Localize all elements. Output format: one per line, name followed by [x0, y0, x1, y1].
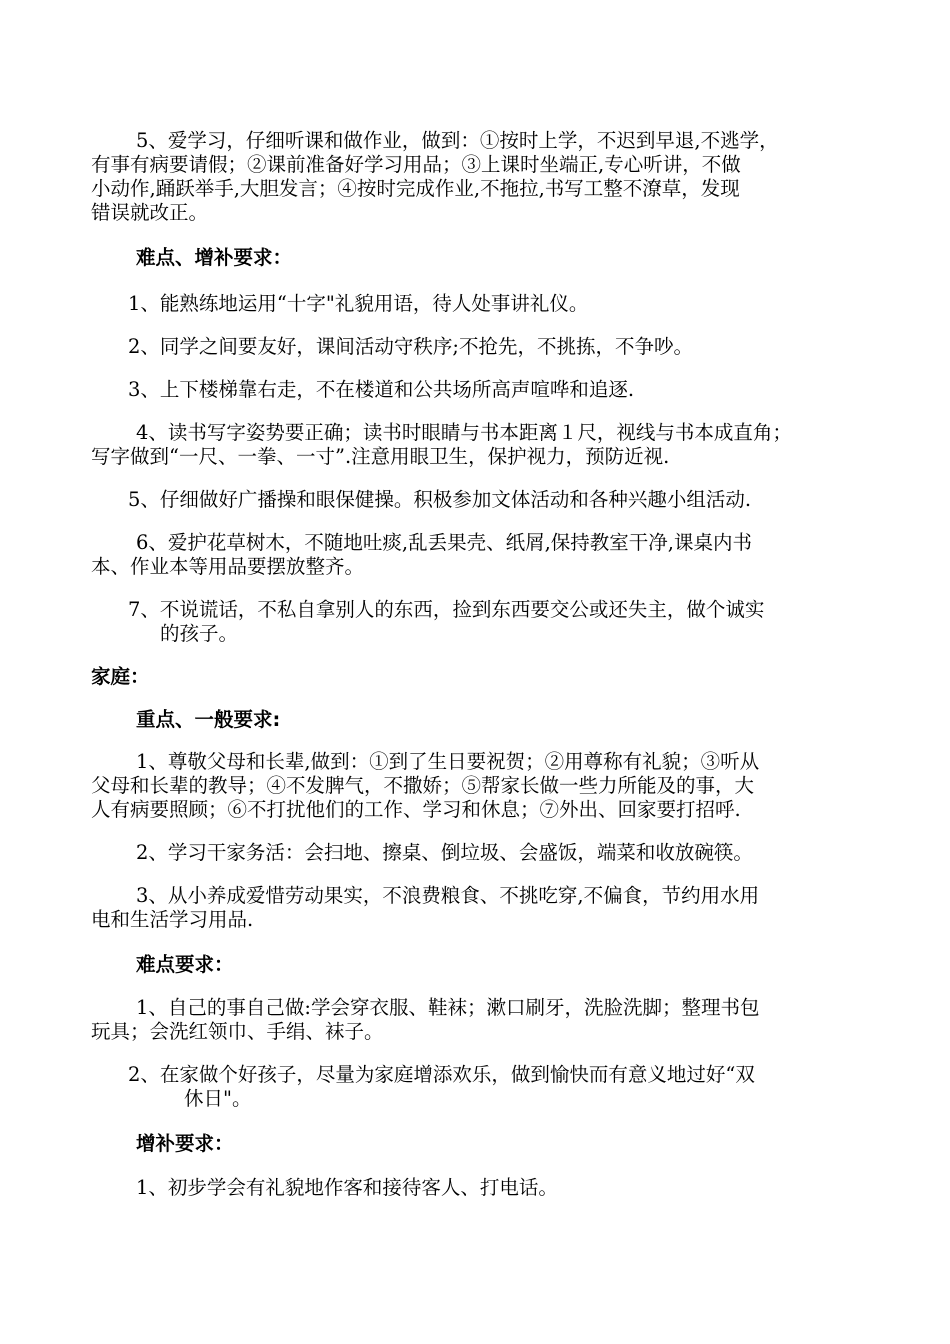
school-difficult-item-4-line-1: 4、读书写字姿势要正确；读书时眼睛与书本距离１尺，视线与书本成直角； — [136, 421, 792, 444]
family-difficult-item-2-line-1: 2、在家做个好孩子，尽量为家庭增添欢乐，做到愉快而有意义地过好“双 — [128, 1063, 755, 1086]
school-difficult-item-5: 5、仔细做好广播操和眼保健操。积极参加文体活动和各种兴趣小组活动. — [128, 488, 752, 511]
family-difficult-item-1-line-2: 玩具；会洗红领巾、手绢、袜子。 — [91, 1020, 384, 1043]
family-key-item-1-line-1: 1、尊敬父母和长辈,做到：①到了生日要祝贺；②用尊称有礼貌；③听从 — [136, 750, 760, 773]
family-supplement-heading: 增补要求： — [136, 1132, 234, 1155]
family-key-item-3-line-1: 3、从小养成爱惜劳动果实，不浪费粮食、不挑吃穿,不偏食，节约用水用 — [136, 884, 760, 907]
family-key-item-1-line-3: 人有病要照顾；⑥不打扰他们的工作、学习和休息；⑦外出、回家要打招呼. — [91, 798, 741, 821]
school-difficult-item-6-line-1: 6、爱护花草树木，不随地吐痰,乱丢果壳、纸屑,保持教室干净,课桌内书 — [136, 531, 753, 554]
family-difficult-item-1-line-1: 1、自己的事自己做:学会穿衣服、鞋袜；漱口刷牙，洗脸洗脚；整理书包 — [136, 996, 760, 1019]
family-key-heading: 重点、一般要求: — [136, 708, 281, 731]
family-difficult-item-2-line-2: 休日"。 — [184, 1087, 252, 1110]
school-difficult-item-2: 2、同学之间要友好，课间活动守秩序;不抢先，不挑拣，不争吵。 — [128, 335, 693, 358]
school-difficult-item-7-line-1: 7、不说谎话，不私自拿别人的东西，捡到东西要交公或还失主，做个诚实 — [128, 598, 765, 621]
school-difficult-item-4-line-2: 写字做到“一尺、一拳、一寸”.注意用眼卫生，保护视力，预防近视. — [91, 445, 670, 468]
school-difficult-item-1: 1、能熟练地运用“十字"礼貌用语，待人处事讲礼仪。 — [128, 292, 589, 315]
school-difficult-heading: 难点、增补要求： — [136, 246, 293, 269]
family-key-item-3-line-2: 电和生活学习用品. — [91, 908, 254, 931]
school-difficult-item-3: 3、上下楼梯靠右走，不在楼道和公共场所高声喧哗和追逐. — [128, 378, 635, 401]
school-item-5-line-3: 小动作,踊跃举手,大胆发言；④按时完成作业,不拖拉,书写工整不潦草，发现 — [91, 177, 740, 200]
family-heading: 家庭： — [91, 665, 150, 688]
family-difficult-heading: 难点要求： — [136, 953, 234, 976]
family-key-item-1-line-2: 父母和长辈的教导；④不发脾气，不撒娇；⑤帮家长做一些力所能及的事，大 — [91, 774, 755, 797]
school-item-5-line-4: 错误就改正。 — [91, 201, 209, 224]
school-item-5-line-2: 有事有病要请假；②课前准备好学习用品；③上课时坐端正,专心听讲，不做 — [91, 153, 741, 176]
family-key-item-2: 2、学习干家务活：会扫地、擦桌、倒垃圾、会盛饭，端菜和收放碗筷。 — [136, 841, 753, 864]
family-supplement-item-1: 1、初步学会有礼貌地作客和接待客人、打电话。 — [136, 1176, 558, 1199]
school-difficult-item-6-line-2: 本、作业本等用品要摆放整齐。 — [91, 555, 365, 578]
school-difficult-item-7-line-2: 的孩子。 — [160, 622, 239, 645]
school-item-5-line-1: 5、爱学习，仔细听课和做作业，做到：①按时上学，不迟到早退,不逃学， — [136, 129, 779, 152]
